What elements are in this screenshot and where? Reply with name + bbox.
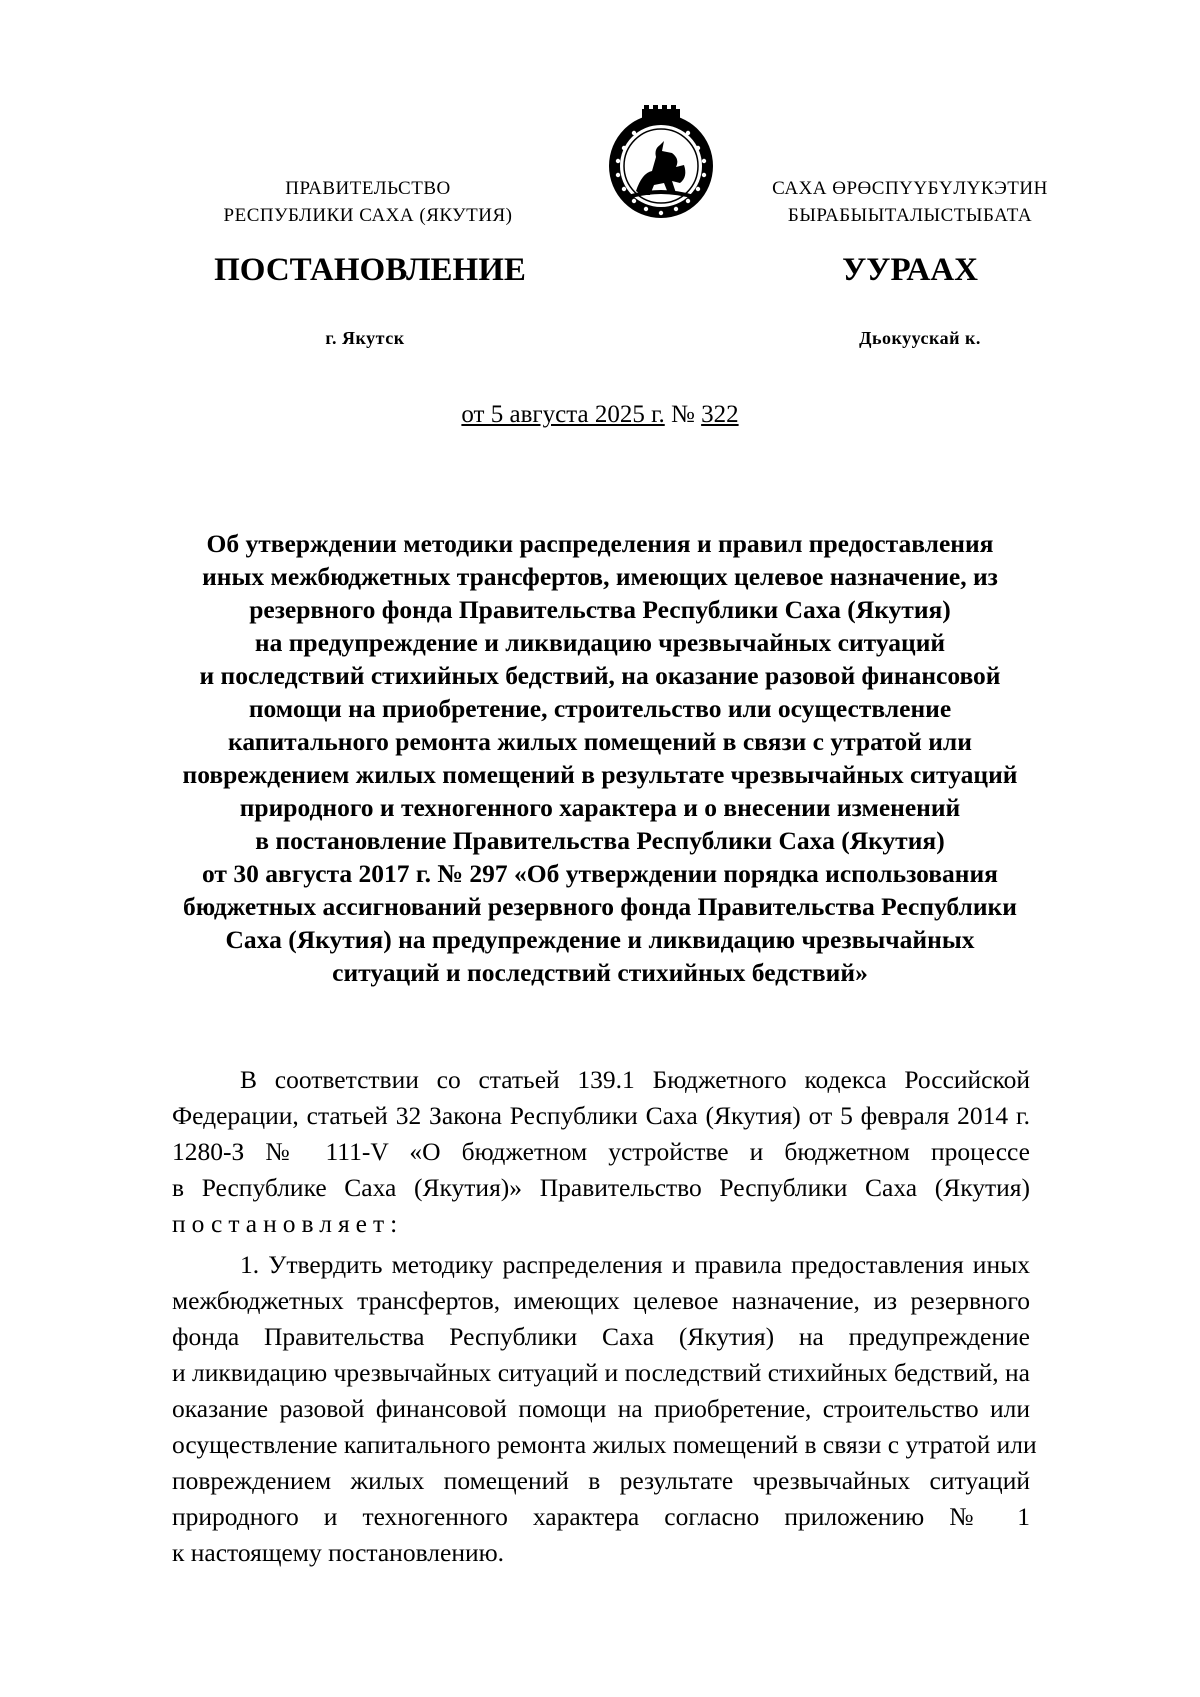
subject-line: Саха (Якутия) на предупреждение и ликвидацию чрезвычайных xyxy=(225,925,975,954)
paragraph-line: оказание разовой финансовой помощи на приобретение, строительство или xyxy=(172,1394,1030,1423)
paragraph-line: межбюджетных трансфертов, имеющих целевое назначение, из резервного xyxy=(172,1286,1030,1315)
subject-line: капитального ремонта жилых помещений в связи с утратой или xyxy=(228,727,972,756)
number-sign: № xyxy=(671,401,695,428)
subject-line: на предупреждение и ликвидацию чрезвычайных ситуаций xyxy=(254,628,946,657)
org-name-russian xyxy=(168,175,568,229)
paragraph-line: Федерации, статьей 32 Закона Республики Саха (Якутия) от 5 февраля 2014 г. xyxy=(172,1101,1030,1130)
paragraph-line: к настоящему постановлению. xyxy=(172,1538,505,1567)
paragraph-line: повреждением жилых помещений в результате чрезвычайных ситуаций xyxy=(172,1466,1030,1495)
city-russian: г. Якутск xyxy=(325,328,405,348)
paragraph-item-1 xyxy=(172,1247,1037,1571)
paragraph-line: и ликвидацию чрезвычайных ситуаций и последствий стихийных бедствий, на xyxy=(172,1358,1030,1387)
coat-of-arms-emblem xyxy=(602,103,720,221)
paragraph-line: в Республике Саха (Якутия)» Правительство Республики Саха (Якутия) xyxy=(172,1173,1030,1202)
subject-line: природного и техногенного характера и о внесении изменений xyxy=(239,793,961,822)
paragraph-line: В соответствии со статьей 139.1 Бюджетного кодекса Российской xyxy=(240,1065,1030,1094)
org-name-sah-line2: БЫРАБЫЫТАЛЫСТЫБАТА xyxy=(787,205,1033,226)
doc-type-sakha: УУРААХ xyxy=(842,252,978,288)
paragraph-line: 1280-З № 111-V «О бюджетном устройстве и бюджетном процессе xyxy=(172,1137,1030,1166)
document-date: от 5 августа 2025 г. xyxy=(461,401,665,428)
subject-line: и последствий стихийных бедствий, на оказание разовой финансовой xyxy=(199,661,1001,690)
org-name-sakha xyxy=(720,175,1100,229)
date-and-number xyxy=(0,401,1200,429)
subject-line: ситуаций и последствий стихийных бедствий» xyxy=(332,958,868,987)
org-name-sah-line1: САХА ӨРӨСПҮҮБҮЛҮКЭТИН xyxy=(772,178,1048,199)
paragraph-line: природного и техногенного характера согласно приложению № 1 xyxy=(172,1502,1030,1531)
document-number: 322 xyxy=(701,401,739,428)
subject-line: бюджетных ассигнований резервного фонда Правительства Республики xyxy=(183,892,1017,921)
doc-type-russian: ПОСТАНОВЛЕНИЕ xyxy=(214,252,526,288)
paragraph-line: 1. Утвердить методику распределения и правила предоставления иных xyxy=(240,1250,1030,1279)
subject-line: Об утверждении методики распределения и правил предоставления xyxy=(206,529,994,558)
paragraph-line-resolves: постановляет: xyxy=(172,1209,404,1238)
org-name-ru-line1: ПРАВИТЕЛЬСТВО xyxy=(285,178,451,199)
subject-line: в постановление Правительства Республики Саха (Якутия) xyxy=(255,826,945,855)
paragraph-line: фонда Правительства Республики Саха (Якутия) на предупреждение xyxy=(172,1322,1030,1351)
city-sakha: Дьокуускай к. xyxy=(859,328,981,348)
paragraph-preamble xyxy=(172,1062,1030,1242)
subject-line: помощи на приобретение, строительство или осуществление xyxy=(248,694,952,723)
document-subject xyxy=(150,527,1050,989)
subject-line: от 30 августа 2017 г. № 297 «Об утверждении порядка использования xyxy=(202,859,998,888)
subject-line: резервного фонда Правительства Республики Саха (Якутия) xyxy=(249,595,951,624)
paragraph-line: осуществление капитального ремонта жилых помещений в связи с утратой или xyxy=(172,1430,1037,1459)
subject-line: иных межбюджетных трансфертов, имеющих целевое назначение, из xyxy=(202,562,998,591)
subject-line: повреждением жилых помещений в результате чрезвычайных ситуаций xyxy=(182,760,1018,789)
org-name-ru-line2: РЕСПУБЛИКИ САХА (ЯКУТИЯ) xyxy=(223,205,513,226)
